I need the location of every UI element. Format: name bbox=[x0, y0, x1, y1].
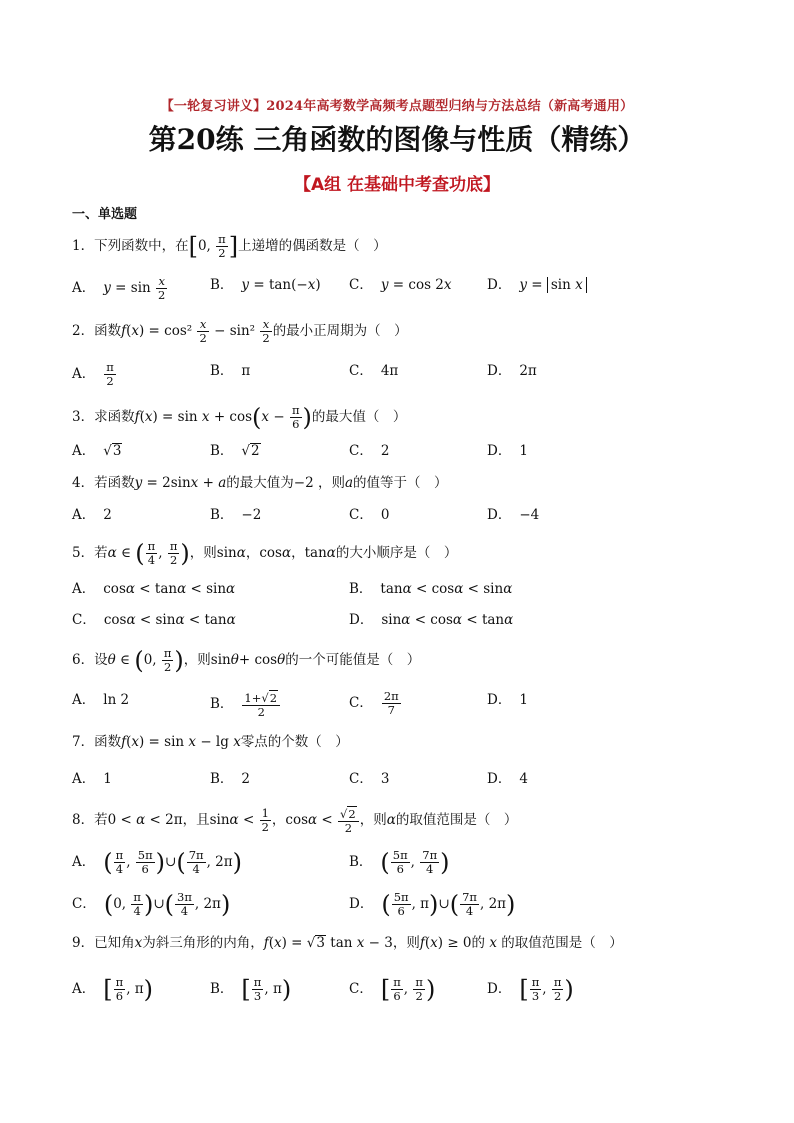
q6-option-c[interactable]: C． $\frac{2\pi}{7}$ bbox=[349, 689, 399, 717]
q9-option-b[interactable]: B． [ $\frac{\pi}{3}$ , π) bbox=[210, 975, 292, 1004]
question-5: 5．若α ∈ ( $\frac{\pi}{4}$ , $\frac{\pi}{2}$ )，则sinα，cosα，tanα的大小顺序是（ ） bbox=[72, 539, 458, 568]
q2-option-d[interactable]: D． 2π bbox=[487, 363, 537, 379]
series-header: 【一轮复习讲义】2024年高考数学高频考点题型归纳与方法总结（新高考通用） bbox=[160, 99, 634, 114]
q8-option-d[interactable]: D． ( $\frac{5\pi}{6}$ , π)∪( $\frac{7\pi}{4}$ , 2π) bbox=[349, 890, 516, 919]
question-3: 3．求函数f(x) = sin x + cos(x − $\frac{\pi}{6}$ )的最大值（ ） bbox=[72, 403, 407, 432]
question-4: 4．若函数y = 2sinx + a的最大值为−2 ，则a的值等于（ ） bbox=[72, 475, 448, 491]
q7-option-b[interactable]: B． 2 bbox=[210, 771, 251, 787]
q4-option-c[interactable]: C． 0 bbox=[349, 507, 390, 523]
question-2: 2．函数f(x) = cos² $\frac{x}{2}$ − sin² $\frac{x}{2}$ 的最小正周期为（ ） bbox=[72, 317, 408, 345]
q1-option-d[interactable]: D． y = sin x bbox=[487, 275, 587, 295]
q4-option-a[interactable]: A． 2 bbox=[72, 507, 112, 523]
q9-option-d[interactable]: D． [ $\frac{\pi}{3}$ , $\frac{\pi}{2}$ ) bbox=[487, 975, 574, 1004]
q3-option-c[interactable]: C． 2 bbox=[349, 443, 390, 459]
question-9: 9．已知角x为斜三角形的内角，f(x) = √3 tan x − 3，则f(x) ≥ 0的 x 的取值范围是（ ） bbox=[72, 935, 623, 951]
question-6: 6．设θ ∈ (0, $\frac{\pi}{2}$ )，则sinθ+ cosθ的一个可能值是（ ） bbox=[72, 646, 421, 675]
q1-option-c[interactable]: C． y = cos 2x bbox=[349, 277, 452, 293]
q2-option-a[interactable]: A． $\frac{\pi}{2}$ bbox=[72, 360, 114, 388]
q7-option-a[interactable]: A． 1 bbox=[72, 771, 112, 787]
q6-option-a[interactable]: A． ln 2 bbox=[72, 692, 130, 708]
q8-option-a[interactable]: A． ( $\frac{\pi}{4}$ , $\frac{5\pi}{6}$ )∪( $\frac{7\pi}{4}$ , 2π) bbox=[72, 848, 243, 877]
q8-option-c[interactable]: C． (0, $\frac{\pi}{4}$ )∪( $\frac{3\pi}{4}$ , 2π) bbox=[72, 890, 231, 919]
q6-option-d[interactable]: D． 1 bbox=[487, 692, 528, 708]
question-1: 1．下列函数中，在[0, $\frac{\pi}{2}$ ]上递增的偶函数是（ ） bbox=[72, 232, 387, 261]
q8-option-b[interactable]: B． ( $\frac{5\pi}{6}$ , $\frac{7\pi}{4}$ ) bbox=[349, 848, 450, 877]
q5-option-b[interactable]: B． tanα < cosα < sinα bbox=[349, 581, 513, 597]
q3-option-d[interactable]: D． 1 bbox=[487, 443, 528, 459]
q2-option-c[interactable]: C． 4π bbox=[349, 363, 399, 379]
q4-option-b[interactable]: B． −2 bbox=[210, 507, 262, 523]
q9-option-a[interactable]: A． [ $\frac{\pi}{6}$ , π) bbox=[72, 975, 154, 1004]
q2-option-b[interactable]: B． π bbox=[210, 363, 251, 379]
question-8: 8．若0 < α < 2π，且sinα < $\frac{1}{2}$ ，cosα < $\frac{√2}{2}$ ，则α的取值范围是（ ） bbox=[72, 806, 518, 835]
q5-option-d[interactable]: D． sinα < cosα < tanα bbox=[349, 612, 514, 628]
q6-option-b[interactable]: B． $\frac{1+√2}{2}$ bbox=[210, 690, 281, 719]
q5-option-a[interactable]: A． cosα < tanα < sinα bbox=[72, 581, 236, 597]
q9-option-c[interactable]: C． [ $\frac{\pi}{6}$ , $\frac{\pi}{2}$ ) bbox=[349, 975, 436, 1004]
q3-option-b[interactable]: B． √2 bbox=[210, 443, 260, 459]
q7-option-d[interactable]: D． 4 bbox=[487, 771, 528, 787]
group-title: 【A组 在基础中考查功底】 bbox=[293, 175, 501, 195]
page-title: 第20练 三角函数的图像与性质（精练） bbox=[148, 123, 646, 156]
section-label: 一、单选题 bbox=[72, 207, 138, 222]
q5-option-c[interactable]: C． cosα < sinα < tanα bbox=[72, 612, 236, 628]
q3-option-a[interactable]: A． √3 bbox=[72, 443, 122, 459]
question-7: 7．函数f(x) = sin x − lg x零点的个数（ ） bbox=[72, 734, 349, 750]
q1-option-a[interactable]: A． y = sin $\frac{x}{2}$ bbox=[72, 274, 166, 302]
q1-option-b[interactable]: B． y = tan(−x) bbox=[210, 277, 321, 293]
q4-option-d[interactable]: D． −4 bbox=[487, 507, 540, 523]
q7-option-c[interactable]: C． 3 bbox=[349, 771, 390, 787]
